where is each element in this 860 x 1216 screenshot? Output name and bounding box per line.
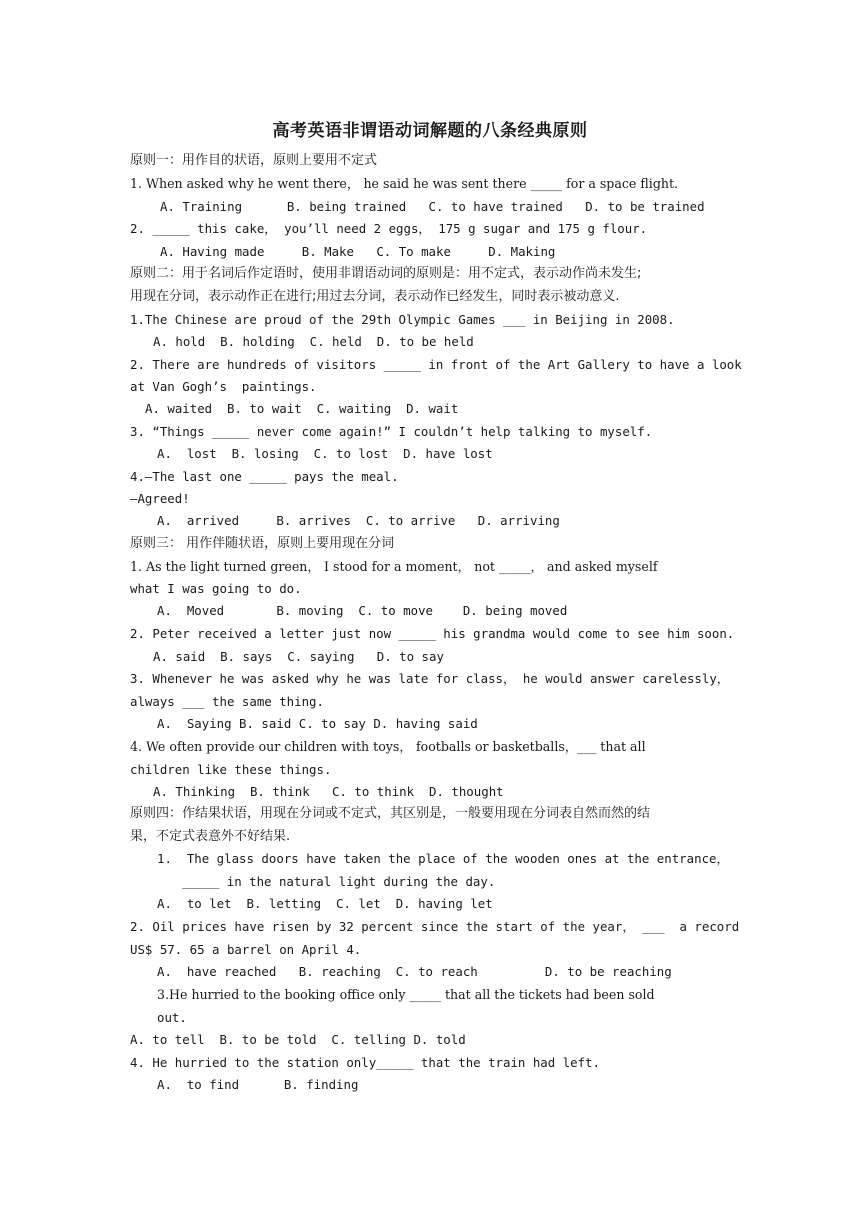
question-text: 1.The Chinese are proud of the 29th Olympic Games ___ in Beijing in 2008. [130, 312, 675, 327]
question-text: 4.—The last one _____ pays the meal. [130, 469, 399, 484]
question-text: 2. Peter received a letter just now _____ his grandma would come to see him soon. [130, 626, 735, 641]
question-text: 3.He hurried to the booking office only _____ that all the tickets had been sold [157, 987, 655, 1002]
answer-options: A. said B. says C. saying D. to say [153, 649, 444, 664]
rule-2-heading: 原则二：用于名词后作定语时，使用非谓语动词的原则是：用不定式，表示动作尚未发生; [130, 266, 642, 281]
question-text-cont: out. [157, 1010, 187, 1025]
question-text: 2. Oil prices have risen by 32 percent since the start of the year， ___ a record [130, 919, 740, 934]
answer-options: A. to let B. letting C. let D. having let [157, 896, 493, 911]
question-text: 1. When asked why he went there， he said he was sent there _____ for a space flight. [130, 176, 679, 191]
answer-options: A. to find B. finding [157, 1077, 359, 1092]
answer-options: A. to tell B. to be told C. telling D. told [130, 1032, 466, 1047]
question-text: 4. We often provide our children with toys， footballs or basketballs，___ that all [130, 739, 646, 754]
rule-4-heading: 原则四：作结果状语，用现在分词或不定式，其区别是，一般要用现在分词表自然而然的结 [130, 806, 651, 821]
question-text: 3. Whenever he was asked why he was late for class， he would answer carelessly， [130, 671, 730, 686]
answer-options: A. Thinking B. think C. to think D. thought [153, 784, 504, 799]
rule-1-heading: 原则一：用作目的状语，原则上要用不定式 [130, 153, 378, 168]
question-text: 2. _____ this cake， you’ll need 2 eggs， 175 g sugar and 175 g flour. [130, 221, 648, 236]
answer-options: A. have reached B. reaching C. to reach D. to be reaching [157, 964, 672, 979]
question-text: 3. “Things _____ never come again!” I couldn’t help talking to myself. [130, 424, 653, 439]
answer-options: A. Moved B. moving C. to move D. being moved [157, 603, 568, 618]
question-text: 1. The glass doors have taken the place of the wooden ones at the entrance， [157, 851, 729, 866]
question-text-cont: what I was going to do. [130, 581, 302, 596]
question-text-cont: —Agreed! [130, 491, 190, 506]
question-text-cont: always ___ the same thing. [130, 694, 324, 709]
question-text: 1. As the light turned green， I stood for a moment， not _____， and asked myself [130, 559, 658, 574]
rule-4-heading-cont: 果，不定式表意外不好结果. [130, 829, 291, 844]
answer-options: A. Saying B. said C. to say D. having said [157, 716, 478, 731]
rule-3-heading: 原则三： 用作伴随状语，原则上要用现在分词 [130, 536, 395, 551]
question-text-cont: _____ in the natural light during the day. [182, 874, 496, 889]
answer-options: A. hold B. holding C. held D. to be held [153, 334, 474, 349]
document-title: 高考英语非谓语动词解题的八条经典原则 [272, 121, 588, 141]
answer-options: A. Having made B. Make C. To make D. Making [160, 244, 556, 259]
answer-options: A. Training B. being trained C. to have trained D. to be trained [160, 199, 705, 214]
answer-options: A. waited B. to wait C. waiting D. wait [145, 401, 459, 416]
question-text-cont: US$ 57. 65 a barrel on April 4. [130, 942, 362, 957]
rule-2-heading-cont: 用现在分词，表示动作正在进行;用过去分词，表示动作已经发生，同时表示被动意义. [130, 289, 620, 304]
question-text: 4. He hurried to the station only_____ that the train had left. [130, 1055, 600, 1070]
question-text: 2. There are hundreds of visitors _____ in front of the Art Gallery to have a look [130, 357, 742, 372]
answer-options: A. lost B. losing C. to lost D. have lost [157, 446, 493, 461]
answer-options: A. arrived B. arrives C. to arrive D. arriving [157, 513, 560, 528]
question-text-cont: children like these things. [130, 762, 332, 777]
question-text-cont: at Van Gogh’s paintings. [130, 379, 317, 394]
